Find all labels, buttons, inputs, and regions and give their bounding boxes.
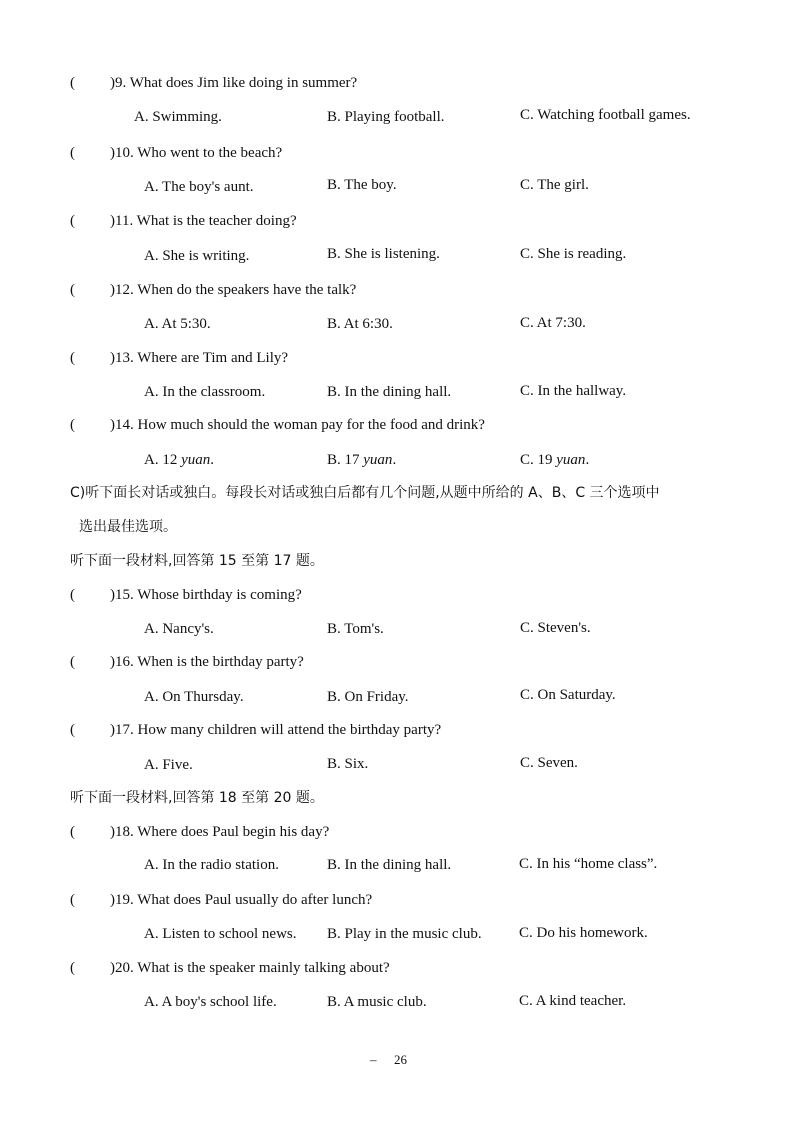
page-dash: – (370, 1052, 377, 1067)
group-instruction-15-17: 听下面一段材料,回答第 15 至第 17 题。 (70, 553, 324, 569)
option-c: C. At 7:30. (520, 315, 586, 331)
option-b: B. In the dining hall. (327, 384, 452, 400)
option-c: C. Steven's. (520, 620, 591, 636)
option-b: B. She is listening. (327, 246, 440, 262)
option-b: B. Playing football. (327, 109, 445, 125)
option-b: B. Six. (327, 756, 369, 772)
option-a: A. She is writing. (144, 248, 250, 264)
option-b: B. The boy. (327, 177, 397, 193)
option-c: C. In his “home class”. (519, 856, 658, 872)
question-text: )19. What does Paul usually do after lunch? (110, 892, 373, 908)
option-b: B. Play in the music club. (327, 926, 482, 942)
option-b: B. In the dining hall. (327, 857, 452, 873)
answer-bracket[interactable]: ( (70, 722, 75, 738)
question-text: )15. Whose birthday is coming? (110, 587, 302, 603)
question-text: )16. When is the birthday party? (110, 654, 304, 670)
question-text: )10. Who went to the beach? (110, 145, 283, 161)
answer-bracket[interactable]: ( (70, 587, 75, 603)
answer-bracket[interactable]: ( (70, 892, 75, 908)
option-a: A. Nancy's. (144, 621, 214, 637)
section-c-instruction-cont: 选出最佳选项。 (79, 519, 177, 535)
group-instruction-18-20: 听下面一段材料,回答第 18 至第 20 题。 (70, 790, 324, 806)
option-a: A. Five. (144, 757, 193, 773)
answer-bracket[interactable]: ( (70, 654, 75, 670)
answer-bracket[interactable]: ( (70, 282, 75, 298)
option-a: A. A boy's school life. (144, 994, 277, 1010)
question-text: )18. Where does Paul begin his day? (110, 824, 330, 840)
option-c: C. Do his homework. (519, 925, 648, 941)
question-text: )9. What does Jim like doing in summer? (110, 75, 358, 91)
option-c: C. The girl. (520, 177, 589, 193)
option-c: C. She is reading. (520, 246, 627, 262)
question-text: )14. How much should the woman pay for the food and drink? (110, 417, 485, 433)
option-a: A. At 5:30. (144, 316, 211, 332)
answer-bracket[interactable]: ( (70, 824, 75, 840)
option-a: A. In the radio station. (144, 857, 279, 873)
answer-bracket[interactable]: ( (70, 145, 75, 161)
option-a: A. Swimming. (134, 109, 222, 125)
option-b: B. At 6:30. (327, 316, 393, 332)
option-c: C. Seven. (520, 755, 578, 771)
question-text: )12. When do the speakers have the talk? (110, 282, 357, 298)
option-a: A. In the classroom. (144, 384, 266, 400)
option-a: A. On Thursday. (144, 689, 244, 705)
question-text: )13. Where are Tim and Lily? (110, 350, 289, 366)
answer-bracket[interactable]: ( (70, 960, 75, 976)
page-number: 26 (394, 1052, 407, 1067)
option-b: B. 17 yuan. (327, 452, 397, 468)
option-b: B. On Friday. (327, 689, 409, 705)
answer-bracket[interactable]: ( (70, 350, 75, 366)
answer-bracket[interactable]: ( (70, 75, 75, 91)
answer-bracket[interactable]: ( (70, 417, 75, 433)
answer-bracket[interactable]: ( (70, 213, 75, 229)
option-b: B. Tom's. (327, 621, 384, 637)
option-c: C. In the hallway. (520, 383, 627, 399)
question-text: )11. What is the teacher doing? (110, 213, 297, 229)
section-c-instruction: C)听下面长对话或独白。每段长对话或独白后都有几个问题,从题中所给的 A、B、C 三个选项中 (70, 485, 660, 501)
option-a: A. Listen to school news. (144, 926, 297, 942)
option-c: C. Watching football games. (520, 107, 691, 123)
option-c: C. A kind teacher. (519, 993, 627, 1009)
question-text: )17. How many children will attend the birthday party? (110, 722, 442, 738)
option-a: A. 12 yuan. (144, 452, 215, 468)
option-a: A. The boy's aunt. (144, 179, 254, 195)
option-c: C. On Saturday. (520, 687, 616, 703)
option-c: C. 19 yuan. (520, 452, 590, 468)
question-text: )20. What is the speaker mainly talking about? (110, 960, 390, 976)
option-b: B. A music club. (327, 994, 427, 1010)
